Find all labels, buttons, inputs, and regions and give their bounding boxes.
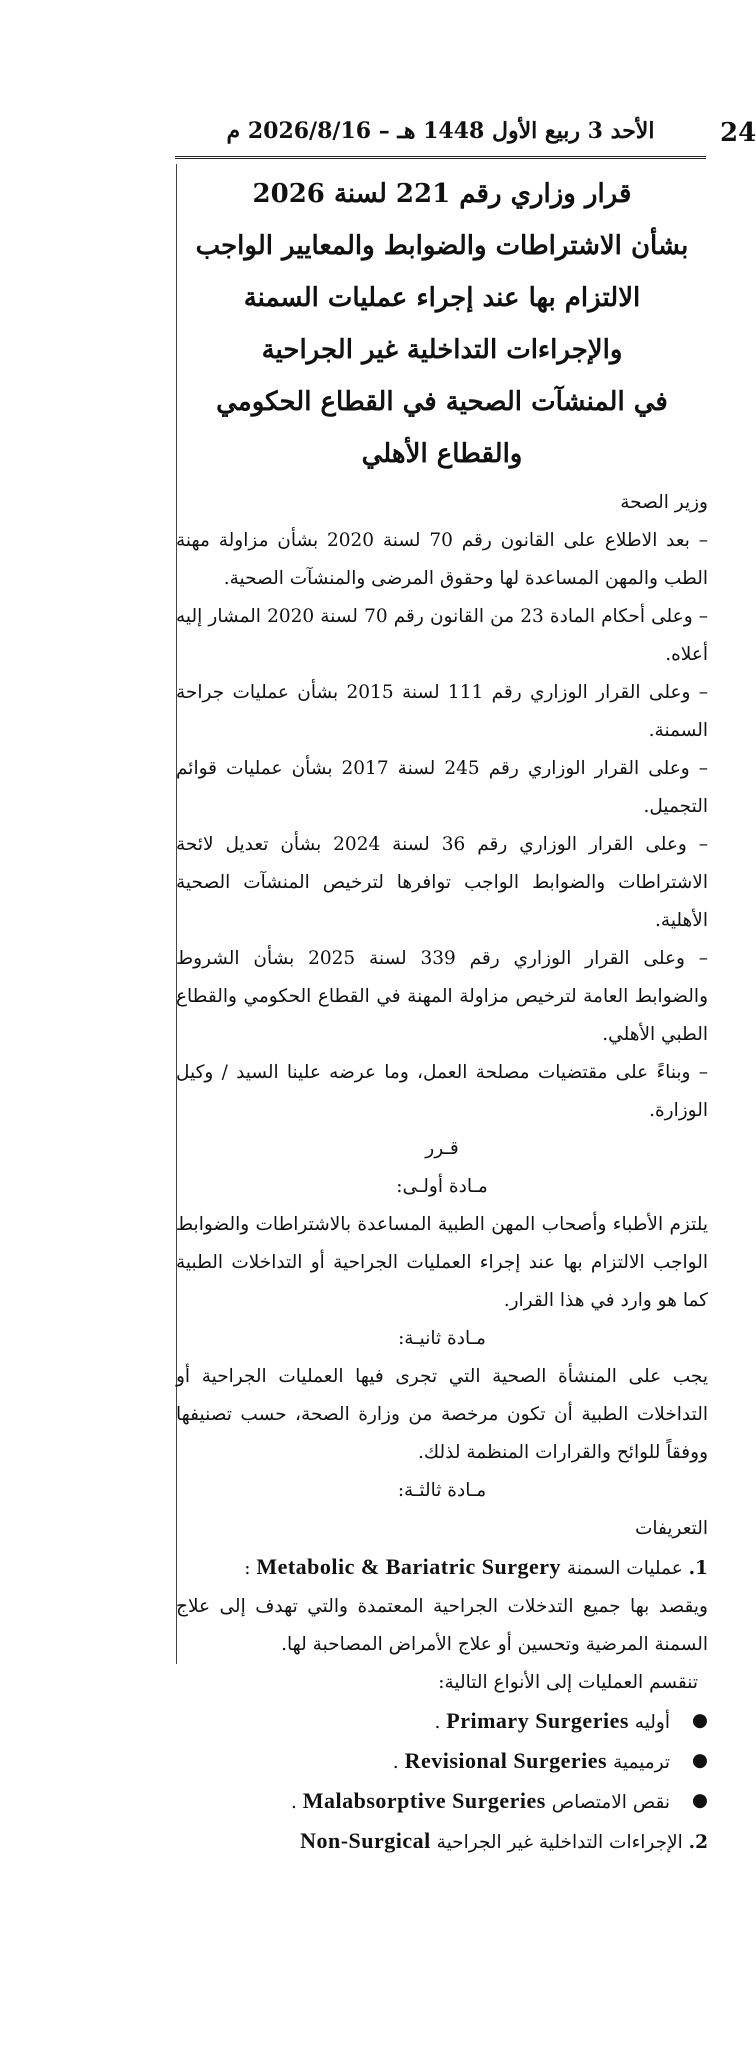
type-en: Malabsorptive Surgeries — [302, 1788, 546, 1813]
preamble-item: – وعلى القرار الوزاري رقم 111 لسنة 2015 بشأن عمليات جراحة السمنة. — [176, 682, 708, 741]
bullet-icon: ● — [691, 1790, 708, 1811]
definition-term-ar: عمليات السمنة — [566, 1558, 683, 1579]
type-ar: ترميمية — [612, 1752, 670, 1773]
title-line: الالتزام بها عند إجراء عمليات السمنة — [243, 283, 641, 313]
definitions-heading: التعريفات — [634, 1518, 708, 1539]
type-en: Primary Surgeries — [446, 1708, 629, 1733]
preamble-item: – وعلى القرار الوزاري رقم 245 لسنة 2017 بشأن عمليات قوائم التجميل. — [176, 758, 709, 817]
decree-column — [176, 172, 708, 1862]
preamble-item: – وعلى القرار الوزاري رقم 339 لسنة 2025 بشأن الشروط والضوابط العامة لترخيص مزاولة المهنة في القطاع الحكومي والقطاع الطبي الأهلي. — [176, 948, 708, 1045]
decree-title — [176, 172, 708, 476]
definition-1-heading — [176, 1548, 708, 1588]
type-ar: نقص الامتصاص — [551, 1792, 670, 1813]
type-en: Revisional Surgeries — [404, 1748, 608, 1773]
types-intro: تنقسم العمليات إلى الأنواع التالية: — [438, 1672, 698, 1693]
issuer: وزير الصحة — [620, 492, 708, 513]
definition-2-heading — [176, 1822, 708, 1862]
title-line: والإجراءات التداخلية غير الجراحية — [261, 335, 623, 365]
definition-number: 2. — [688, 1832, 708, 1853]
article-text: يلتزم الأطباء وأصحاب المهن الطبية المساعدة بالاشتراطات والضوابط الواجب الالتزام بها عند إجراء العمليات الجراحية أو التداخلات الطبية كما هو وارد في هذا القرار. — [176, 1214, 708, 1311]
type-item — [176, 1782, 708, 1822]
type-end: . — [392, 1752, 399, 1773]
type-item — [176, 1742, 708, 1782]
article-text: يجب على المنشأة الصحية التي تجرى فيها العمليات الجراحية أو التداخلات الطبية أن تكون مرخصة من وزارة الصحة، حسب تصنيفها ووفقاً للوائح والقرارات المنظمة لذلك. — [176, 1366, 708, 1463]
preamble-item: – بعد الاطلاع على القانون رقم 70 لسنة 2020 بشأن مزاولة مهنة الطب والمهن المساعدة لها وحقوق المرضى والمنشآت الصحية. — [176, 530, 709, 589]
title-line: والقطاع الأهلي — [361, 439, 523, 469]
type-ar: أوليه — [634, 1712, 670, 1733]
definition-term-en: Metabolic & Bariatric Surgery — [256, 1554, 562, 1579]
definition-number: 1. — [688, 1558, 708, 1579]
decided-heading: قـرر — [425, 1138, 459, 1159]
bullet-icon: ● — [691, 1750, 708, 1771]
type-item — [176, 1702, 708, 1742]
article-heading: مـادة ثالثـة: — [397, 1480, 487, 1501]
bullet-icon: ● — [691, 1710, 708, 1731]
title-line: بشأن الاشتراطات والضوابط والمعايير الواجب — [195, 231, 689, 261]
title-line: في المنشآت الصحية في القطاع الحكومي — [216, 387, 668, 417]
article-heading: مـادة أولـى: — [396, 1176, 488, 1197]
preamble — [176, 522, 708, 1130]
preamble-item: – وبناءً على مقتضيات مصلحة العمل، وما عرضه علينا السيد / وكيل الوزارة. — [176, 1062, 708, 1121]
definition-term-en: Non-Surgical — [300, 1828, 431, 1853]
running-header-date: الأحد 3 ربيع الأول 1448 هـ – 2026/8/16 م — [175, 118, 706, 159]
preamble-item: – وعلى أحكام المادة 23 من القانون رقم 70 لسنة 2020 المشار إليه أعلاه. — [176, 606, 708, 665]
title-line: قرار وزاري رقم 221 لسنة 2026 — [252, 179, 632, 209]
page-number: 24 — [720, 118, 756, 148]
type-end: . — [434, 1712, 441, 1733]
definition-term-ar: الإجراءات التداخلية غير الجراحية — [436, 1832, 683, 1853]
article-heading: مـادة ثانيـة: — [398, 1328, 486, 1349]
preamble-item: – وعلى القرار الوزاري رقم 36 لسنة 2024 بشأن تعديل لائحة الاشتراطات والضوابط الواجب توافرها لترخيص المنشآت الصحية الأهلية. — [176, 834, 709, 931]
definition-1-text: ويقصد بها جميع التدخلات الجراحية المعتمدة والتي تهدف إلى علاج السمنة المرضية وتحسين أو علاج الأمراض المصاحبة لها. — [176, 1596, 708, 1655]
type-end: . — [290, 1792, 297, 1813]
definition-colon: : — [244, 1558, 251, 1579]
